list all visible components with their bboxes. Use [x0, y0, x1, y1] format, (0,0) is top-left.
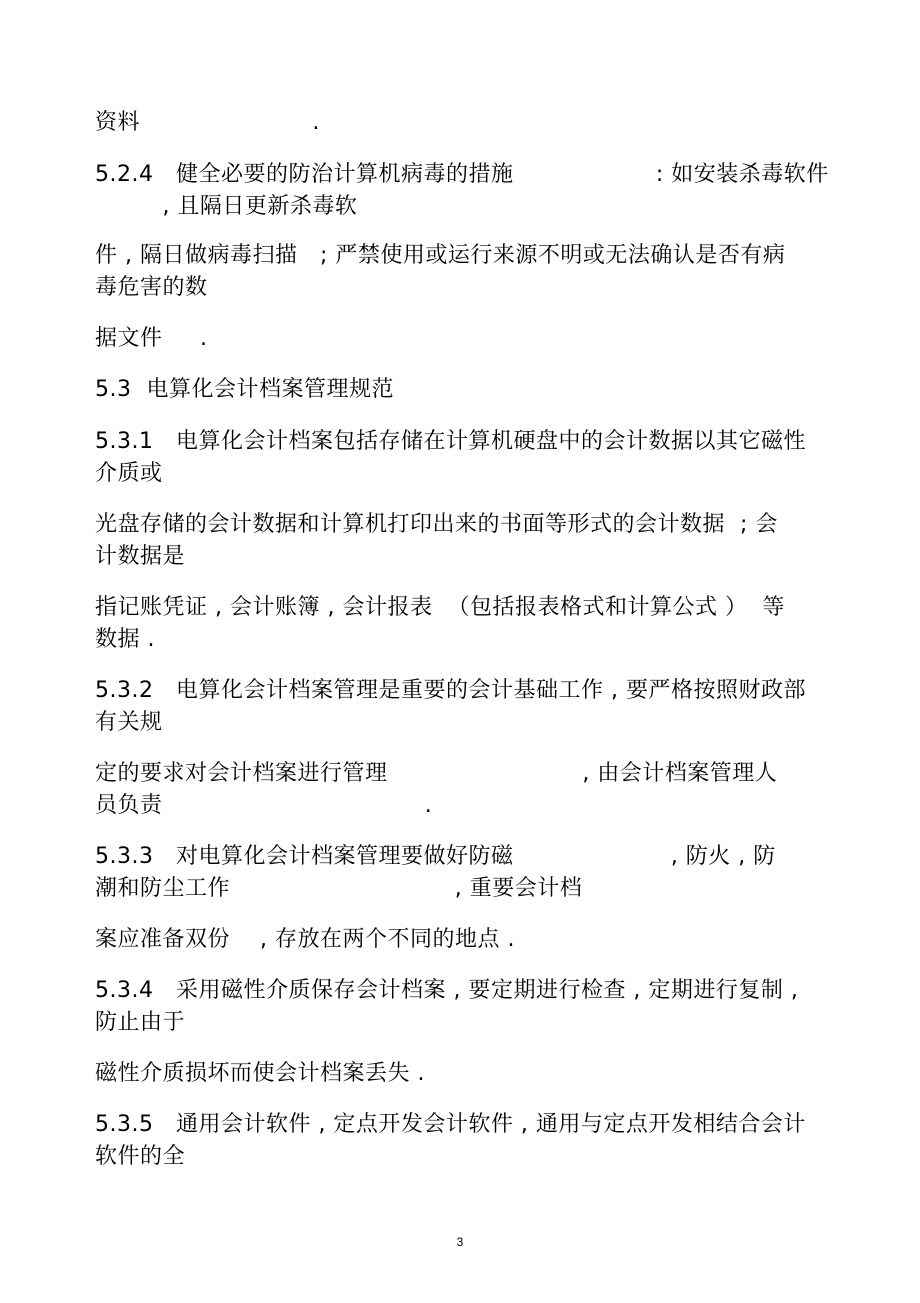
text-line: 有关规	[95, 710, 163, 735]
text-line: 防止由于	[95, 1010, 186, 1035]
page-number: 3	[456, 1235, 464, 1249]
text-line: 案应准备双份 , 存放在两个不同的地点 .	[95, 927, 515, 952]
section-heading-5-3: 5.3 电算化会计档案管理规范	[95, 377, 394, 402]
section-heading-5-3-1: 5.3.1 电算化会计档案包括存储在计算机硬盘中的会计数据以其它磁性	[95, 429, 806, 454]
text-line: 定的要求对会计档案进行管理 , 由会计档案管理人	[95, 761, 778, 786]
section-heading-5-3-2: 5.3.2 电算化会计档案管理是重要的会计基础工作 , 要严格按照财政部	[95, 678, 806, 703]
text-line: 数据 .	[95, 627, 155, 652]
text-line: , 且隔日更新杀毒软	[95, 194, 358, 219]
text-line: 磁性介质损坏而使会计档案丢失 .	[95, 1061, 425, 1086]
section-heading-5-3-5: 5.3.5 通用会计软件 , 定点开发会计软件 , 通用与定点开发相结合会计	[95, 1112, 806, 1137]
text-line: 件 , 隔日做病毒扫描 ; 严禁使用或运行来源不明或无法确认是否有病	[95, 243, 786, 268]
section-heading-5-2-4: 5.2.4 健全必要的防治计算机病毒的措施 : 如安装杀毒软件	[95, 162, 829, 187]
text-line: 计数据是	[95, 544, 186, 569]
text-line: 据文件 .	[95, 326, 208, 351]
text-line: 毒危害的数	[95, 275, 208, 300]
text-line: 光盘存储的会计数据和计算机打印出来的书面等形式的会计数据 ; 会	[95, 512, 778, 537]
text-line: 介质或	[95, 461, 163, 486]
text-line: 软件的全	[95, 1144, 186, 1169]
text-line: 员负责 .	[95, 793, 433, 818]
text-line: 指记账凭证 , 会计账簿 , 会计报表 （包括报表格式和计算公式 ） 等	[95, 595, 785, 620]
text-line: 资料 .	[95, 110, 320, 135]
text-line: 潮和防尘工作 , 重要会计档	[95, 876, 583, 901]
section-heading-5-3-4: 5.3.4 采用磁性介质保存会计档案 , 要定期进行检查 , 定期进行复制 ,	[95, 978, 799, 1003]
section-heading-5-3-3: 5.3.3 对电算化会计档案管理要做好防磁 , 防火 , 防	[95, 844, 776, 869]
